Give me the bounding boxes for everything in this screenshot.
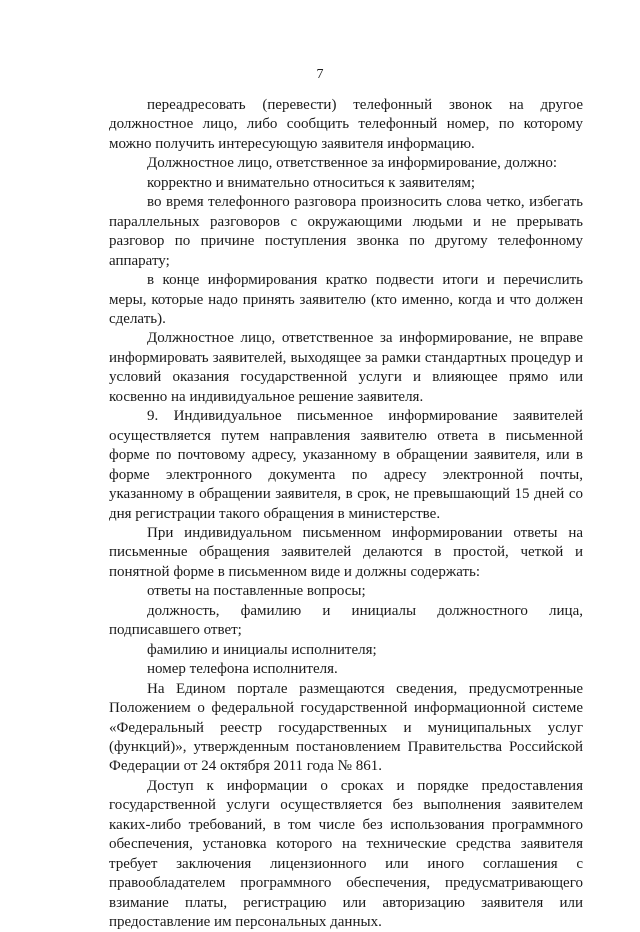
paragraph: Должностное лицо, ответственное за информирование, должно: xyxy=(147,155,558,172)
paragraph: должность, фамилию и инициалы должностного лица, подписавшего ответ; xyxy=(109,602,583,639)
paragraph: Доступ к информации о сроках и порядке предоставления государственной услуги осуществляется без выполнения заявителем каких-либо требований, в том числе без использования программного обеспечения, установка которого на технические средства заявителя требует заключения лицензионного или иного соглашения с правообладателем программного обеспечения, предусматривающего взимание платы, регистрацию или авторизацию заявителя или предоставление им персональных данных. xyxy=(109,777,583,931)
paragraph: во время телефонного разговора произносить слова четко, избегать параллельных разговоров с окружающими людьми и не прерывать разговор по причине поступления звонка по другому телефонному аппарату; xyxy=(109,194,583,269)
paragraph: На Едином портале размещаются сведения, предусмотренные Положением о федеральной государственной информационной системе «Федеральный реестр государственных и муниципальных услуг (функций)», утвержденным постановлением Правительства Российской Федерации от 24 октября 2011 года № 861. xyxy=(109,680,583,775)
paragraph: Должностное лицо, ответственное за информирование, не вправе информировать заявителей, выходящее за рамки стандартных процедур и условий оказания государственной услуги и влияющее прямо или косвенно на индивидуальное решение заявителя. xyxy=(109,330,583,405)
page-number: 7 xyxy=(316,67,324,82)
paragraph: фамилию и инициалы исполнителя; xyxy=(147,641,377,658)
paragraph: переадресовать (перевести) телефонный звонок на другое должностное лицо, либо сообщить телефонный номер, по которому можно получить интересующую заявителя информацию. xyxy=(109,97,583,152)
paragraph: ответы на поставленные вопросы; xyxy=(147,583,366,600)
paragraph: При индивидуальном письменном информировании ответы на письменные обращения заявителей делаются в простой, четкой и понятной форме в письменном виде и должны содержать: xyxy=(109,524,583,580)
paragraph: в конце информирования кратко подвести итоги и перечислить меры, которые надо принять заявителю (кто именно, когда и что должен сделать). xyxy=(109,272,583,327)
paragraph: корректно и внимательно относиться к заявителям; xyxy=(147,174,476,191)
paragraph: 9. Индивидуальное письменное информирование заявителей осуществляется путем направления заявителю ответа в письменной форме по почтовому адресу, указанному в обращении заявителя, или в форме электронного документа по адресу электронной почты, указанному в обращении заявителя, в срок, не превышающий 15 дней со дня регистрации такого обращения в министерстве. xyxy=(109,408,583,522)
document-body xyxy=(109,96,583,932)
paragraph: номер телефона исполнителя. xyxy=(147,661,338,678)
